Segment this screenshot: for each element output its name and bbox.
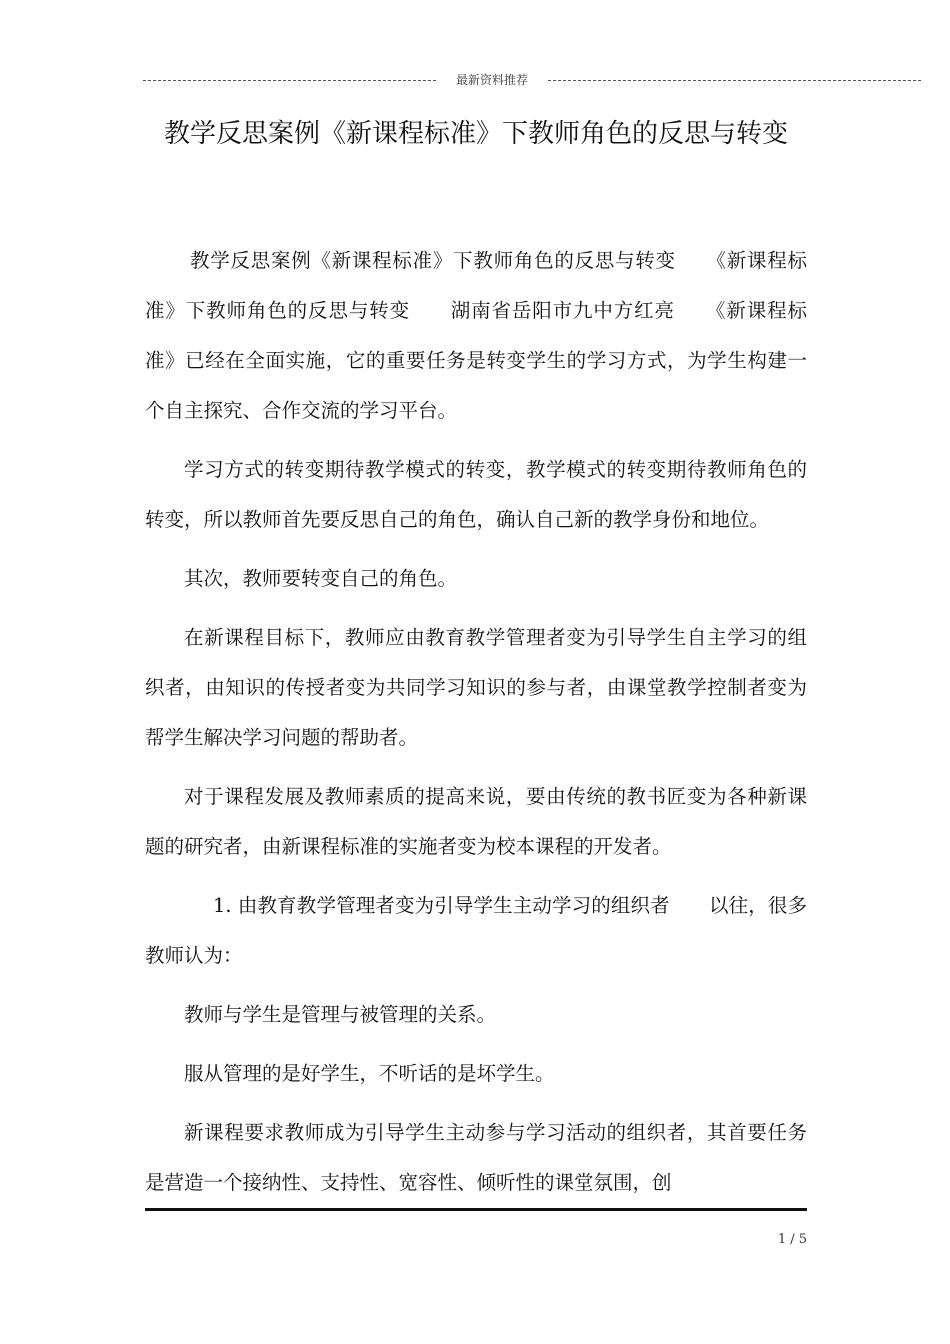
paragraph: 教师与学生是管理与被管理的关系。 [184,1003,497,1026]
paragraph: 在新课程目标下，教师应由教育教学管理者变为引导学生自主学习的组织者，由知识的传授者变为共同学习知识的参与者，由课堂教学控制者变为帮学生解决学习问题的帮助者。 [145,626,807,749]
paragraph: 新课程要求教师成为引导学生主动参与学习活动的组织者，其首要任务是营造一个接纳性、支持性、宽容性、倾听性的课堂氛围，创 [145,1121,807,1194]
paragraph: 其次，教师要转变自己的角色。 [184,567,458,590]
paragraph: 教学反思案例《新课程标准》下教师角色的反思与转变 《新课程标准》下教师角色的反思与转变 湖南省岳阳市九中方红亮 《新课程标准》已经在全面实施，它的重要任务是转变学生的学习方式，为学生构建一个自主探究、合作交流的学习平台。 [145,249,807,422]
paragraph: 对于课程发展及教师素质的提高来说，要由传统的教书匠变为各种新课题的研究者，由新课程标准的实施者变为校本课程的开发者。 [145,785,807,858]
paragraph: 服从管理的是好学生，不听话的是坏学生。 [184,1062,555,1085]
document-title: 教学反思案例《新课程标准》下教师角色的反思与转变 [163,119,788,149]
footer-divider [145,1208,807,1211]
page-number: 1 / 5 [777,1232,807,1247]
paragraph: 学习方式的转变期待教学模式的转变，教学模式的转变期待教师角色的转变，所以教师首先要反思自己的角色，确认自己新的教学身份和地位。 [145,458,807,531]
document-body [145,236,807,1217]
header-text: 最新资料推荐 [437,71,547,89]
numbered-heading-paragraph: 1. 由教育教学管理者变为引导学生主动学习的组织者 以往，很多教师认为： [145,894,807,967]
